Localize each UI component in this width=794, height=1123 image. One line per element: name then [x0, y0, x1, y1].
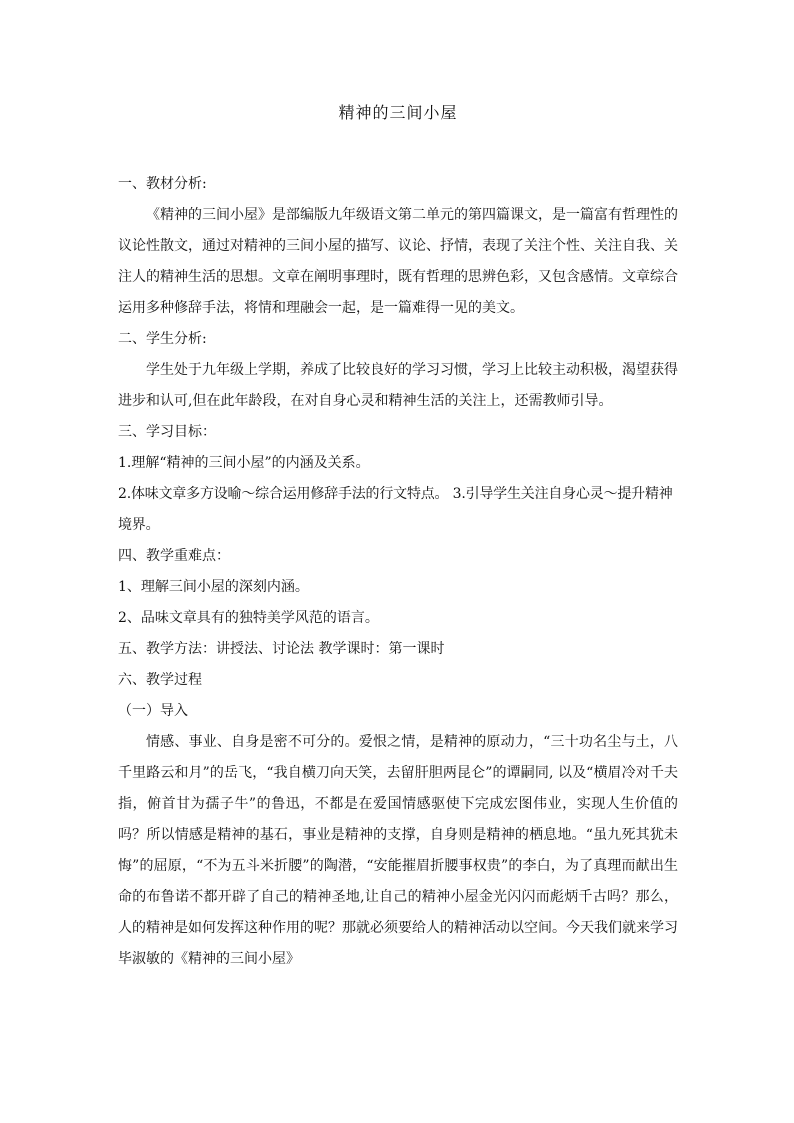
learning-goal-item: 2.体味文章多方设喻～综合运用修辞手法的行文特点。 3.引导学生关注自身心灵～提升精神境界。	[118, 486, 673, 533]
paragraph-introduction: 情感、事业、自身是密不可分的。爱恨之情，是精神的原动力，“三十功名尘与土，八千里路云和月”的岳飞，“我自横刀向天笑，去留肝胆两昆仑”的谭嗣同, 以及“横眉冷对千夫指，俯首甘为孺子牛”的鲁迅，不都是在爱国情感驱使下完成宏图伟业，实现人生价值的吗？所以情感是精神的基石，事业是精神的支撑，自身则是精神的栖息地。“虽九死其犹未悔”的屈原，“不为五斗米折腰”的陶潜，“安能摧眉折腰事权贵”的李白，为了真理而献出生命的布鲁诺不都开辟了自己的精神圣地,让自己的精神小屋金光闪闪而彪炳千古吗？那么，人的精神是如何发挥这种作用的呢？那就必须要给人的精神活动以空间。今天我们就来学习毕淑敏的《精神的三间小屋》	[118, 734, 678, 967]
page-title: 精神的三间小屋	[338, 103, 458, 122]
section-heading-teaching-process: 六、教学过程	[118, 672, 202, 688]
document-page	[118, 100, 678, 975]
key-difficulty-item: 2、品味文章具有的独特美学风范的语言。	[118, 610, 379, 626]
paragraph-textbook-analysis: 《精神的三间小屋》是部编版九年级语文第二单元的第四篇课文，是一篇富有哲理性的议论性散文，通过对精神的三间小屋的描写、议论、抒情，表现了关注个性、关注自我、关注人的精神生活的思想。文章在阐明事理时，既有哲理的思辨色彩，又包含感情。文章综合运用多种修辞手法，将情和理融会一起，是一篇难得一见的美文。	[118, 207, 678, 316]
paragraph-student-analysis: 学生处于九年级上学期，养成了比较良好的学习习惯，学习上比较主动积极，渴望获得进步和认可,但在此年龄段，在对自身心灵和精神生活的关注上，还需教师引导。	[118, 362, 678, 409]
section-heading-learning-goals: 三、学习目标：	[118, 424, 216, 440]
section-heading-key-difficulties: 四、教学重难点：	[118, 548, 230, 564]
learning-goal-item: 1.理解“精神的三间小屋”的内涵及关系。	[118, 455, 370, 471]
section-heading-textbook-analysis: 一、教材分析:	[118, 176, 207, 192]
section-line-teaching-method: 五、教学方法：讲授法、讨论法 教学课时：第一课时	[118, 641, 445, 657]
subsection-heading-introduction: （一）导入	[118, 703, 188, 719]
key-difficulty-item: 1、理解三间小屋的深刻内涵。	[118, 579, 309, 595]
section-heading-student-analysis: 二、学生分析:	[118, 331, 207, 347]
